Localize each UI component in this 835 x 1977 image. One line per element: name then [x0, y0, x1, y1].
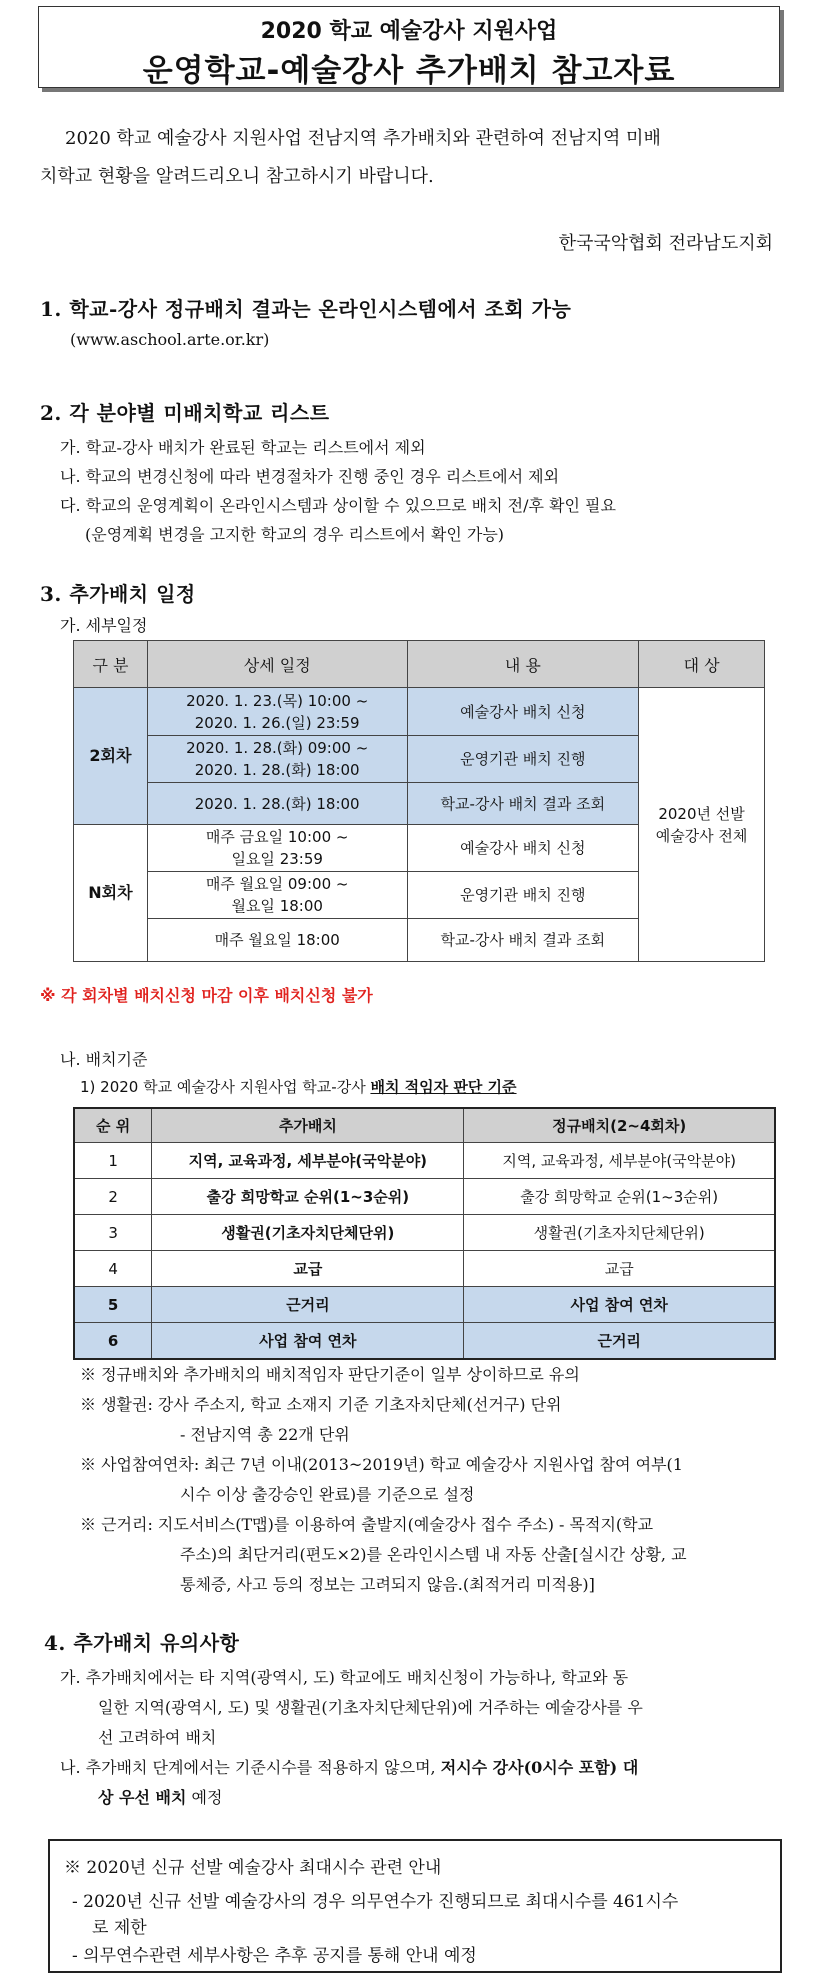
title-box	[38, 6, 780, 88]
section4-a-line: 선 고려하여 배치	[98, 1728, 217, 1747]
section4-b-line: 나. 추가배치 단계에서는 기준시수를 적용하지 않으며, 저시수 강사(0시수 포함) 대	[60, 1758, 639, 1777]
criteria-extra: 사업 참여 연차	[152, 1323, 464, 1360]
schedule-target: 2020년 선발 예술강사 전체	[639, 688, 765, 962]
criteria-regular: 생활권(기초자치단체단위)	[464, 1215, 775, 1251]
schedule-date: 매주 월요일 18:00	[147, 919, 407, 962]
criteria-extra: 출강 희망학교 순위(1~3순위)	[152, 1179, 464, 1215]
criteria-extra: 생활권(기초자치단체단위)	[152, 1215, 464, 1251]
criteria-rank: 3	[74, 1215, 152, 1251]
intro-line1: 2020 학교 예술강사 지원사업 전남지역 추가배치와 관련하여 전남지역 미배	[65, 128, 661, 149]
section3-sub-a: 가. 세부일정	[60, 616, 148, 635]
notice-line: - 의무연수관련 세부사항은 추후 공지를 통해 안내 예정	[72, 1946, 477, 1966]
section4-heading: 4. 추가배치 유의사항	[44, 1631, 240, 1655]
schedule-content: 예술강사 배치 신청	[407, 688, 639, 736]
notice-box	[48, 1839, 782, 1973]
schedule-content: 학교-강사 배치 결과 조회	[407, 919, 639, 962]
section2-item-c: 다. 학교의 운영계획이 온라인시스템과 상이할 수 있으므로 배치 전/후 확인 필요	[60, 496, 616, 515]
section2-item-a: 가. 학교-강사 배치가 완료된 학교는 리스트에서 제외	[60, 438, 426, 457]
roundN-label: N회차	[74, 825, 148, 962]
note-line: 시수 이상 출강승인 완료)를 기준으로 설정	[180, 1485, 475, 1504]
deadline-warning: ※ 각 회차별 배치신청 마감 이후 배치신청 불가	[40, 986, 373, 1005]
title-line2: 운영학교-예술강사 추가배치 참고자료	[142, 53, 676, 89]
schedule-date: 2020. 1. 28.(화) 09:00 ~ 2020. 1. 28.(화) 18:00	[147, 736, 407, 783]
criteria-extra: 근거리	[152, 1287, 464, 1323]
criteria-rank: 4	[74, 1251, 152, 1287]
criteria-regular: 교급	[464, 1251, 775, 1287]
note-line: ※ 생활권: 강사 주소지, 학교 소재지 기준 기초자치단체(선거구) 단위	[80, 1395, 562, 1414]
section4-b-line: 상 우선 배치 예정	[98, 1788, 223, 1807]
note-line: ※ 근거리: 지도서비스(T맵)를 이용하여 출발지(예술강사 접수 주소) - 목적지(학교	[80, 1515, 654, 1534]
section3-sub-b: 나. 배치기준	[60, 1050, 148, 1069]
note-line: 통체증, 사고 등의 정보는 고려되지 않음.(최적거리 미적용)]	[180, 1575, 595, 1594]
section2-heading: 2. 각 분야별 미배치학교 리스트	[40, 401, 330, 425]
section2-item-b: 나. 학교의 변경신청에 따라 변경절차가 진행 중인 경우 리스트에서 제외	[60, 467, 560, 486]
schedule-content: 예술강사 배치 신청	[407, 825, 639, 872]
criteria-table	[73, 1107, 776, 1360]
section2-item-c-sub: (운영계획 변경을 고지한 학교의 경우 리스트에서 확인 가능)	[85, 525, 505, 544]
criteria-extra: 교급	[152, 1251, 464, 1287]
schedule-content: 운영기관 배치 진행	[407, 736, 639, 783]
intro-line2: 치학교 현황을 알려드리오니 참고하시기 바랍니다.	[40, 166, 434, 187]
note-line: ※ 정규배치와 추가배치의 배치적임자 판단기준이 일부 상이하므로 유의	[80, 1365, 580, 1384]
criteria-rank: 2	[74, 1179, 152, 1215]
criteria-title: 1) 2020 학교 예술강사 지원사업 학교-강사 배치 적임자 판단 기준	[80, 1078, 517, 1096]
note-line: - 전남지역 총 22개 단위	[180, 1425, 350, 1444]
schedule-date: 2020. 1. 28.(화) 18:00	[147, 783, 407, 825]
criteria-regular: 사업 참여 연차	[464, 1287, 775, 1323]
section1-heading: 1. 학교-강사 정규배치 결과는 온라인시스템에서 조회 가능	[40, 297, 572, 321]
schedule-header: 구 분	[74, 641, 148, 688]
note-line: 주소)의 최단거리(편도×2)를 온라인시스템 내 자동 산출[실시간 상황, 교	[180, 1545, 687, 1564]
section1-url: (www.aschool.arte.or.kr)	[70, 330, 270, 349]
criteria-header: 정규배치(2~4회차)	[464, 1108, 775, 1143]
round2-label: 2회차	[74, 688, 148, 825]
schedule-header: 내 용	[407, 641, 639, 688]
schedule-date: 2020. 1. 23.(목) 10:00 ~ 2020. 1. 26.(일) 23:59	[147, 688, 407, 736]
criteria-rank: 1	[74, 1143, 152, 1179]
schedule-content: 운영기관 배치 진행	[407, 872, 639, 919]
schedule-table	[73, 640, 765, 962]
criteria-rank: 6	[74, 1323, 152, 1360]
schedule-content: 학교-강사 배치 결과 조회	[407, 783, 639, 825]
notice-title: ※ 2020년 신규 선발 예술강사 최대시수 관련 안내	[64, 1858, 442, 1878]
criteria-regular: 출강 희망학교 순위(1~3순위)	[464, 1179, 775, 1215]
schedule-header: 대 상	[639, 641, 765, 688]
schedule-date: 매주 금요일 10:00 ~ 일요일 23:59	[147, 825, 407, 872]
criteria-extra: 지역, 교육과정, 세부분야(국악분야)	[152, 1143, 464, 1179]
schedule-header: 상세 일정	[147, 641, 407, 688]
criteria-rank: 5	[74, 1287, 152, 1323]
criteria-regular: 근거리	[464, 1323, 775, 1360]
notice-line: - 2020년 신규 선발 예술강사의 경우 의무연수가 진행되므로 최대시수를 461시수	[72, 1892, 679, 1912]
title-line1: 2020 학교 예술강사 지원사업	[260, 19, 558, 44]
criteria-regular: 지역, 교육과정, 세부분야(국악분야)	[464, 1143, 775, 1179]
criteria-header: 추가배치	[152, 1108, 464, 1143]
schedule-date: 매주 월요일 09:00 ~ 월요일 18:00	[147, 872, 407, 919]
section4-a-line: 일한 지역(광역시, 도) 및 생활권(기초자치단체단위)에 거주하는 예술강사를 우	[98, 1698, 643, 1717]
intro-org: 한국국악협회 전라남도지회	[558, 233, 773, 254]
note-line: ※ 사업참여연차: 최근 7년 이내(2013~2019년) 학교 예술강사 지원사업 참여 여부(1	[80, 1455, 683, 1474]
notice-line: 로 제한	[92, 1918, 147, 1938]
section4-a-line: 가. 추가배치에서는 타 지역(광역시, 도) 학교에도 배치신청이 가능하나, 학교와 동	[60, 1668, 629, 1687]
section3-heading: 3. 추가배치 일정	[40, 582, 196, 606]
criteria-header: 순 위	[74, 1108, 152, 1143]
